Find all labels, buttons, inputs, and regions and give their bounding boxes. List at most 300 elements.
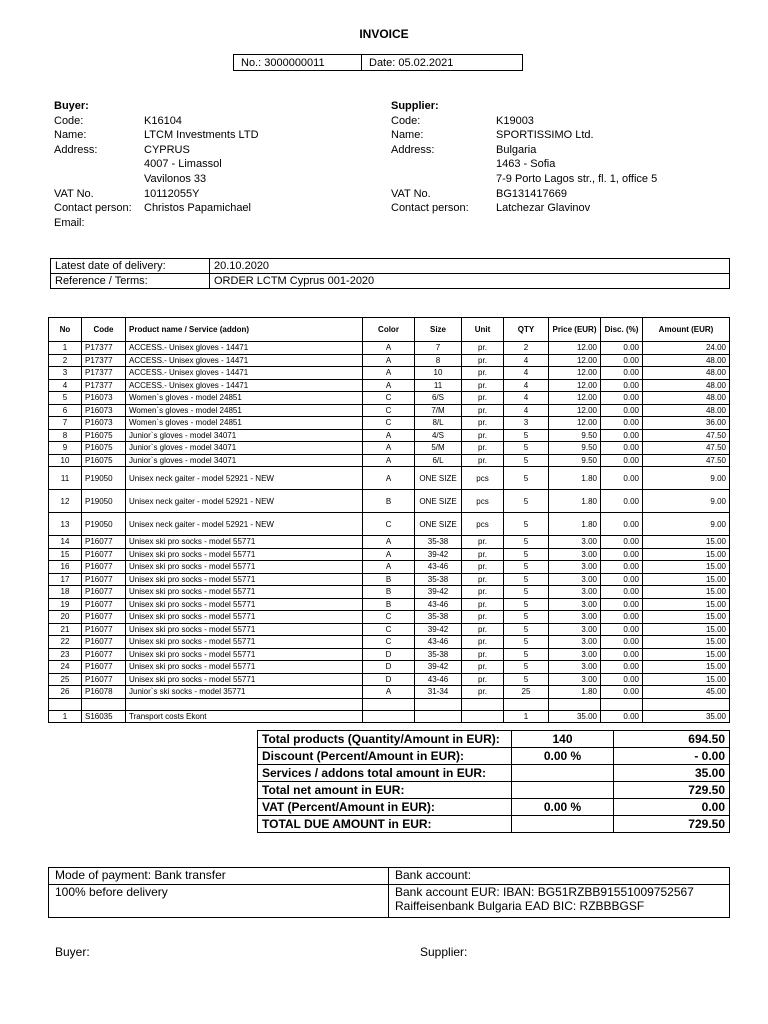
cell-code: P16077 <box>82 586 126 599</box>
cell-qty: 5 <box>504 561 549 574</box>
cell-qty: 5 <box>504 513 549 536</box>
cell-code: P16077 <box>82 561 126 574</box>
cell-product: Unisex neck gaiter - model 52921 - NEW <box>126 513 363 536</box>
latest-delivery-date: 20.10.2020 <box>210 259 730 274</box>
cell-amount: 35.00 <box>643 710 730 723</box>
col-code: Code <box>82 318 126 342</box>
cell-amount: 47.50 <box>643 454 730 467</box>
cell-amount: 36.00 <box>643 417 730 430</box>
cell-disc: 0.00 <box>601 673 643 686</box>
cell-product: Unisex neck gaiter - model 52921 - NEW <box>126 467 363 490</box>
latest-delivery-label: Latest date of delivery: <box>51 259 210 274</box>
table-row <box>49 379 730 392</box>
cell-qty: 5 <box>504 442 549 455</box>
buyer-address-line1: CYPRUS <box>144 143 190 156</box>
totals-value-1: 0.00 % <box>512 799 614 816</box>
table-row <box>49 417 730 430</box>
table-row <box>49 367 730 380</box>
cell-color: A <box>363 367 415 380</box>
cell-size: 35-38 <box>415 573 462 586</box>
cell-disc: 0.00 <box>601 404 643 417</box>
cell-color: C <box>363 636 415 649</box>
cell-amount: 15.00 <box>643 598 730 611</box>
cell-unit: pr. <box>462 342 504 355</box>
cell-qty: 5 <box>504 586 549 599</box>
cell-size: 35-38 <box>415 648 462 661</box>
supplier-contact: Latchezar Glavinov <box>496 202 591 215</box>
cell-price: 3.00 <box>549 561 601 574</box>
totals-row <box>258 765 730 782</box>
cell-code: S16035 <box>82 710 126 723</box>
supplier-name-label: Name: <box>391 129 424 142</box>
cell-no: 5 <box>49 392 82 405</box>
table-row <box>49 573 730 586</box>
cell-disc: 0.00 <box>601 417 643 430</box>
cell-qty: 5 <box>504 661 549 674</box>
cell-no: 6 <box>49 404 82 417</box>
col-size: Size <box>415 318 462 342</box>
cell-qty: 5 <box>504 598 549 611</box>
invoice-date: Date: 05.02.2021 <box>369 57 454 69</box>
cell-no: 8 <box>49 429 82 442</box>
cell-product: Unisex ski pro socks - model 55771 <box>126 661 363 674</box>
table-row <box>49 454 730 467</box>
table-row <box>49 467 730 490</box>
cell-color: C <box>363 417 415 430</box>
cell-amount: 48.00 <box>643 354 730 367</box>
cell-qty: 4 <box>504 354 549 367</box>
cell-size: 8 <box>415 354 462 367</box>
cell-qty: 25 <box>504 686 549 699</box>
totals-value-1 <box>512 765 614 782</box>
buyer-code: K16104 <box>144 114 182 127</box>
cell-amount: 48.00 <box>643 404 730 417</box>
cell-disc: 0.00 <box>601 598 643 611</box>
cell-price: 12.00 <box>549 417 601 430</box>
supplier-signature-label: Supplier: <box>420 945 468 959</box>
cell-price: 3.00 <box>549 536 601 549</box>
totals-row <box>258 782 730 799</box>
cell-code: P17377 <box>82 367 126 380</box>
cell-price: 9.50 <box>549 442 601 455</box>
cell-size: 11 <box>415 379 462 392</box>
table-row <box>49 548 730 561</box>
buyer-contact: Christos Papamichael <box>144 202 251 215</box>
cell-no: 14 <box>49 536 82 549</box>
cell-price: 1.80 <box>549 686 601 699</box>
cell-size: 39-42 <box>415 623 462 636</box>
totals-value-2: 729.50 <box>614 816 730 833</box>
cell-price: 12.00 <box>549 379 601 392</box>
cell-disc: 0.00 <box>601 636 643 649</box>
cell-size: 35-38 <box>415 611 462 624</box>
totals-value-2: - 0.00 <box>614 748 730 765</box>
table-row <box>49 710 730 723</box>
cell-code: P16077 <box>82 661 126 674</box>
cell-no: 23 <box>49 648 82 661</box>
cell-color: D <box>363 661 415 674</box>
cell-disc: 0.00 <box>601 392 643 405</box>
cell-color: A <box>363 454 415 467</box>
cell-amount: 15.00 <box>643 661 730 674</box>
cell-product: Unisex ski pro socks - model 55771 <box>126 673 363 686</box>
cell-price: 1.80 <box>549 513 601 536</box>
cell-color: A <box>363 379 415 392</box>
cell-disc: 0.00 <box>601 513 643 536</box>
cell-color: A <box>363 561 415 574</box>
cell-no: 16 <box>49 561 82 574</box>
cell-color: D <box>363 673 415 686</box>
supplier-contact-label: Contact person: <box>391 202 469 215</box>
cell-code: P16075 <box>82 429 126 442</box>
table-row <box>49 586 730 599</box>
totals-value-2: 694.50 <box>614 731 730 748</box>
cell-product: Unisex ski pro socks - model 55771 <box>126 586 363 599</box>
buyer-address-label: Address: <box>54 143 98 156</box>
cell-code: P16077 <box>82 536 126 549</box>
cell-disc: 0.00 <box>601 442 643 455</box>
cell-unit: pr. <box>462 648 504 661</box>
totals-row <box>258 799 730 816</box>
supplier-code-label: Code: <box>391 114 421 127</box>
cell-qty: 4 <box>504 367 549 380</box>
cell-amount: 24.00 <box>643 342 730 355</box>
cell-no: 18 <box>49 586 82 599</box>
cell-qty: 5 <box>504 573 549 586</box>
cell-disc: 0.00 <box>601 573 643 586</box>
cell-amount: 48.00 <box>643 379 730 392</box>
cell-qty: 5 <box>504 490 549 513</box>
cell-no: 12 <box>49 490 82 513</box>
cell-amount: 15.00 <box>643 673 730 686</box>
cell-unit: pr. <box>462 442 504 455</box>
supplier-address-line1: Bulgaria <box>496 143 537 156</box>
cell-color <box>363 710 415 723</box>
buyer-address-line3: Vavilonos 33 <box>144 172 207 185</box>
cell-disc: 0.00 <box>601 490 643 513</box>
cell-qty: 5 <box>504 636 549 649</box>
cell-product: Junior`s gloves - model 34071 <box>126 442 363 455</box>
cell-no: 15 <box>49 548 82 561</box>
totals-label: Discount (Percent/Amount in EUR): <box>258 748 512 765</box>
col-color: Color <box>363 318 415 342</box>
totals-row <box>258 748 730 765</box>
cell-color: A <box>363 686 415 699</box>
cell-code: P16077 <box>82 648 126 661</box>
cell-unit: pcs <box>462 467 504 490</box>
cell-unit <box>462 710 504 723</box>
cell-disc: 0.00 <box>601 586 643 599</box>
cell-product: Unisex neck gaiter - model 52921 - NEW <box>126 490 363 513</box>
cell-size: 39-42 <box>415 548 462 561</box>
cell-color: A <box>363 442 415 455</box>
cell-code: P19050 <box>82 467 126 490</box>
table-row <box>49 598 730 611</box>
delivery-table <box>50 258 730 289</box>
supplier-vat-label: VAT No. <box>391 187 431 200</box>
cell-unit: pcs <box>462 490 504 513</box>
cell-amount: 48.00 <box>643 392 730 405</box>
reference-label: Reference / Terms: <box>51 274 210 289</box>
cell-size: ONE SIZE <box>415 467 462 490</box>
buyer-heading: Buyer: <box>54 100 89 112</box>
table-row <box>49 536 730 549</box>
table-row <box>49 429 730 442</box>
cell-price: 1.80 <box>549 490 601 513</box>
cell-product: Unisex ski pro socks - model 55771 <box>126 598 363 611</box>
col-product: Product name / Service (addon) <box>126 318 363 342</box>
cell-unit: pr. <box>462 392 504 405</box>
cell-code: P17377 <box>82 342 126 355</box>
table-row <box>49 623 730 636</box>
cell-unit: pr. <box>462 598 504 611</box>
cell-size: 43-46 <box>415 673 462 686</box>
cell-disc: 0.00 <box>601 623 643 636</box>
cell-qty: 5 <box>504 548 549 561</box>
cell-color: C <box>363 392 415 405</box>
cell-unit: pr. <box>462 573 504 586</box>
cell-disc: 0.00 <box>601 661 643 674</box>
buyer-contact-label: Contact person: <box>54 202 132 215</box>
supplier-vat: BG131417669 <box>496 187 567 200</box>
cell-disc: 0.00 <box>601 686 643 699</box>
buyer-name: LTCM Investments LTD <box>144 129 259 142</box>
items-header-row <box>49 318 730 342</box>
cell-code: P16077 <box>82 598 126 611</box>
supplier-block <box>391 99 657 216</box>
cell-amount: 9.00 <box>643 490 730 513</box>
cell-no: 22 <box>49 636 82 649</box>
totals-value-2: 729.50 <box>614 782 730 799</box>
cell-size: 35-38 <box>415 536 462 549</box>
cell-product: Unisex ski pro socks - model 55771 <box>126 636 363 649</box>
totals-row <box>258 816 730 833</box>
totals-label: TOTAL DUE AMOUNT in EUR: <box>258 816 512 833</box>
cell-no: 1 <box>49 710 82 723</box>
cell-unit: pcs <box>462 513 504 536</box>
cell-unit: pr. <box>462 354 504 367</box>
totals-value-1: 0.00 % <box>512 748 614 765</box>
cell-no: 24 <box>49 661 82 674</box>
cell-price: 3.00 <box>549 586 601 599</box>
cell-product: Unisex ski pro socks - model 55771 <box>126 648 363 661</box>
totals-label: Total products (Quantity/Amount in EUR): <box>258 731 512 748</box>
cell-unit: pr. <box>462 548 504 561</box>
cell-code: P16075 <box>82 442 126 455</box>
cell-amount: 15.00 <box>643 561 730 574</box>
payment-terms: 100% before delivery <box>49 885 389 918</box>
cell-qty: 2 <box>504 342 549 355</box>
col-amount: Amount (EUR) <box>643 318 730 342</box>
cell-code: P19050 <box>82 490 126 513</box>
cell-size: 43-46 <box>415 561 462 574</box>
cell-code: P16077 <box>82 673 126 686</box>
table-row <box>49 648 730 661</box>
cell-no: 21 <box>49 623 82 636</box>
cell-color: C <box>363 611 415 624</box>
totals-table <box>257 730 730 833</box>
buyer-vat: 10112055Y <box>144 187 200 200</box>
cell-disc: 0.00 <box>601 342 643 355</box>
cell-price: 12.00 <box>549 404 601 417</box>
cell-size: 8/L <box>415 417 462 430</box>
cell-amount: 45.00 <box>643 686 730 699</box>
cell-qty: 4 <box>504 392 549 405</box>
buyer-block <box>54 99 259 230</box>
cell-amount: 47.50 <box>643 429 730 442</box>
cell-disc: 0.00 <box>601 379 643 392</box>
cell-no: 2 <box>49 354 82 367</box>
cell-disc: 0.00 <box>601 367 643 380</box>
cell-no: 13 <box>49 513 82 536</box>
cell-unit: pr. <box>462 673 504 686</box>
cell-unit: pr. <box>462 367 504 380</box>
cell-disc: 0.00 <box>601 561 643 574</box>
cell-price: 1.80 <box>549 467 601 490</box>
cell-color: C <box>363 404 415 417</box>
cell-color: C <box>363 623 415 636</box>
cell-product: ACCESS.- Unisex gloves - 14471 <box>126 354 363 367</box>
cell-color: B <box>363 598 415 611</box>
cell-amount: 47.50 <box>643 442 730 455</box>
payment-table <box>48 867 730 918</box>
buyer-code-label: Code: <box>54 114 84 127</box>
cell-size: 43-46 <box>415 598 462 611</box>
col-qty: QTY <box>504 318 549 342</box>
cell-size: ONE SIZE <box>415 490 462 513</box>
cell-no: 4 <box>49 379 82 392</box>
cell-disc: 0.00 <box>601 710 643 723</box>
cell-code: P16077 <box>82 548 126 561</box>
cell-qty: 5 <box>504 673 549 686</box>
cell-price: 12.00 <box>549 392 601 405</box>
cell-code: P16077 <box>82 636 126 649</box>
cell-color: A <box>363 536 415 549</box>
cell-code: P16078 <box>82 686 126 699</box>
cell-unit: pr. <box>462 623 504 636</box>
buyer-vat-label: VAT No. <box>54 187 94 200</box>
cell-product: Unisex ski pro socks - model 55771 <box>126 623 363 636</box>
cell-product: Unisex ski pro socks - model 55771 <box>126 548 363 561</box>
cell-price: 12.00 <box>549 342 601 355</box>
supplier-code: K19003 <box>496 114 534 127</box>
cell-disc: 0.00 <box>601 467 643 490</box>
cell-no: 26 <box>49 686 82 699</box>
cell-price: 3.00 <box>549 636 601 649</box>
cell-unit: pr. <box>462 636 504 649</box>
cell-amount: 15.00 <box>643 586 730 599</box>
cell-no: 10 <box>49 454 82 467</box>
cell-qty: 5 <box>504 454 549 467</box>
cell-size: 7/M <box>415 404 462 417</box>
cell-unit: pr. <box>462 417 504 430</box>
table-row <box>49 392 730 405</box>
cell-unit: pr. <box>462 661 504 674</box>
cell-amount: 15.00 <box>643 623 730 636</box>
cell-unit: pr. <box>462 611 504 624</box>
cell-price: 12.00 <box>549 354 601 367</box>
totals-row <box>258 731 730 748</box>
cell-qty: 5 <box>504 536 549 549</box>
cell-size: 10 <box>415 367 462 380</box>
cell-product: Junior`s gloves - model 34071 <box>126 454 363 467</box>
bank-bic: Raiffeisenbank Bulgaria EAD BIC: RZBBBGSF <box>395 899 645 913</box>
cell-color: A <box>363 548 415 561</box>
cell-unit: pr. <box>462 686 504 699</box>
cell-code: P16073 <box>82 404 126 417</box>
cell-disc: 0.00 <box>601 548 643 561</box>
cell-unit: pr. <box>462 429 504 442</box>
cell-size: 39-42 <box>415 586 462 599</box>
cell-product: Unisex ski pro socks - model 55771 <box>126 611 363 624</box>
totals-label: VAT (Percent/Amount in EUR): <box>258 799 512 816</box>
totals-value-1 <box>512 782 614 799</box>
table-row <box>49 686 730 699</box>
supplier-address-line3: 7-9 Porto Lagos str., fl. 1, office 5 <box>496 172 658 185</box>
cell-unit: pr. <box>462 561 504 574</box>
supplier-address-line2: 1463 - Sofia <box>496 158 556 171</box>
cell-color: A <box>363 467 415 490</box>
table-row <box>49 354 730 367</box>
cell-qty: 4 <box>504 404 549 417</box>
supplier-heading: Supplier: <box>391 100 439 112</box>
cell-no: 25 <box>49 673 82 686</box>
cell-size: 7 <box>415 342 462 355</box>
cell-color: A <box>363 342 415 355</box>
buyer-address-line2: 4007 - Limassol <box>144 158 222 171</box>
cell-unit: pr. <box>462 404 504 417</box>
col-price: Price (EUR) <box>549 318 601 342</box>
invoice-number: No.: 3000000011 <box>234 55 362 70</box>
cell-no: 17 <box>49 573 82 586</box>
cell-no: 1 <box>49 342 82 355</box>
table-row <box>49 636 730 649</box>
cell-no: 7 <box>49 417 82 430</box>
cell-product: ACCESS.- Unisex gloves - 14471 <box>126 379 363 392</box>
cell-size: 6/L <box>415 454 462 467</box>
cell-qty: 5 <box>504 648 549 661</box>
cell-price: 9.50 <box>549 429 601 442</box>
cell-no: 19 <box>49 598 82 611</box>
table-row <box>49 513 730 536</box>
table-row <box>49 561 730 574</box>
cell-product: Women`s gloves - model 24851 <box>126 392 363 405</box>
cell-product: ACCESS.- Unisex gloves - 14471 <box>126 342 363 355</box>
invoice-number-box <box>233 54 523 71</box>
cell-code: P16077 <box>82 573 126 586</box>
cell-size <box>415 710 462 723</box>
table-row <box>49 342 730 355</box>
cell-product: Junior`s ski socks - model 35771 <box>126 686 363 699</box>
cell-amount: 15.00 <box>643 636 730 649</box>
items-body <box>49 342 730 723</box>
totals-value-1: 140 <box>512 731 614 748</box>
cell-qty: 5 <box>504 429 549 442</box>
cell-color: D <box>363 648 415 661</box>
supplier-name: SPORTISSIMO Ltd. <box>496 129 594 142</box>
cell-product: ACCESS.- Unisex gloves - 14471 <box>126 367 363 380</box>
table-row <box>49 673 730 686</box>
cell-no: 9 <box>49 442 82 455</box>
totals-body <box>258 731 730 833</box>
cell-size: 6/S <box>415 392 462 405</box>
cell-no: 11 <box>49 467 82 490</box>
totals-label: Services / addons total amount in EUR: <box>258 765 512 782</box>
cell-size: ONE SIZE <box>415 513 462 536</box>
reference-value: ORDER LCTM Cyprus 001-2020 <box>210 274 730 289</box>
cell-disc: 0.00 <box>601 611 643 624</box>
cell-color: B <box>363 490 415 513</box>
